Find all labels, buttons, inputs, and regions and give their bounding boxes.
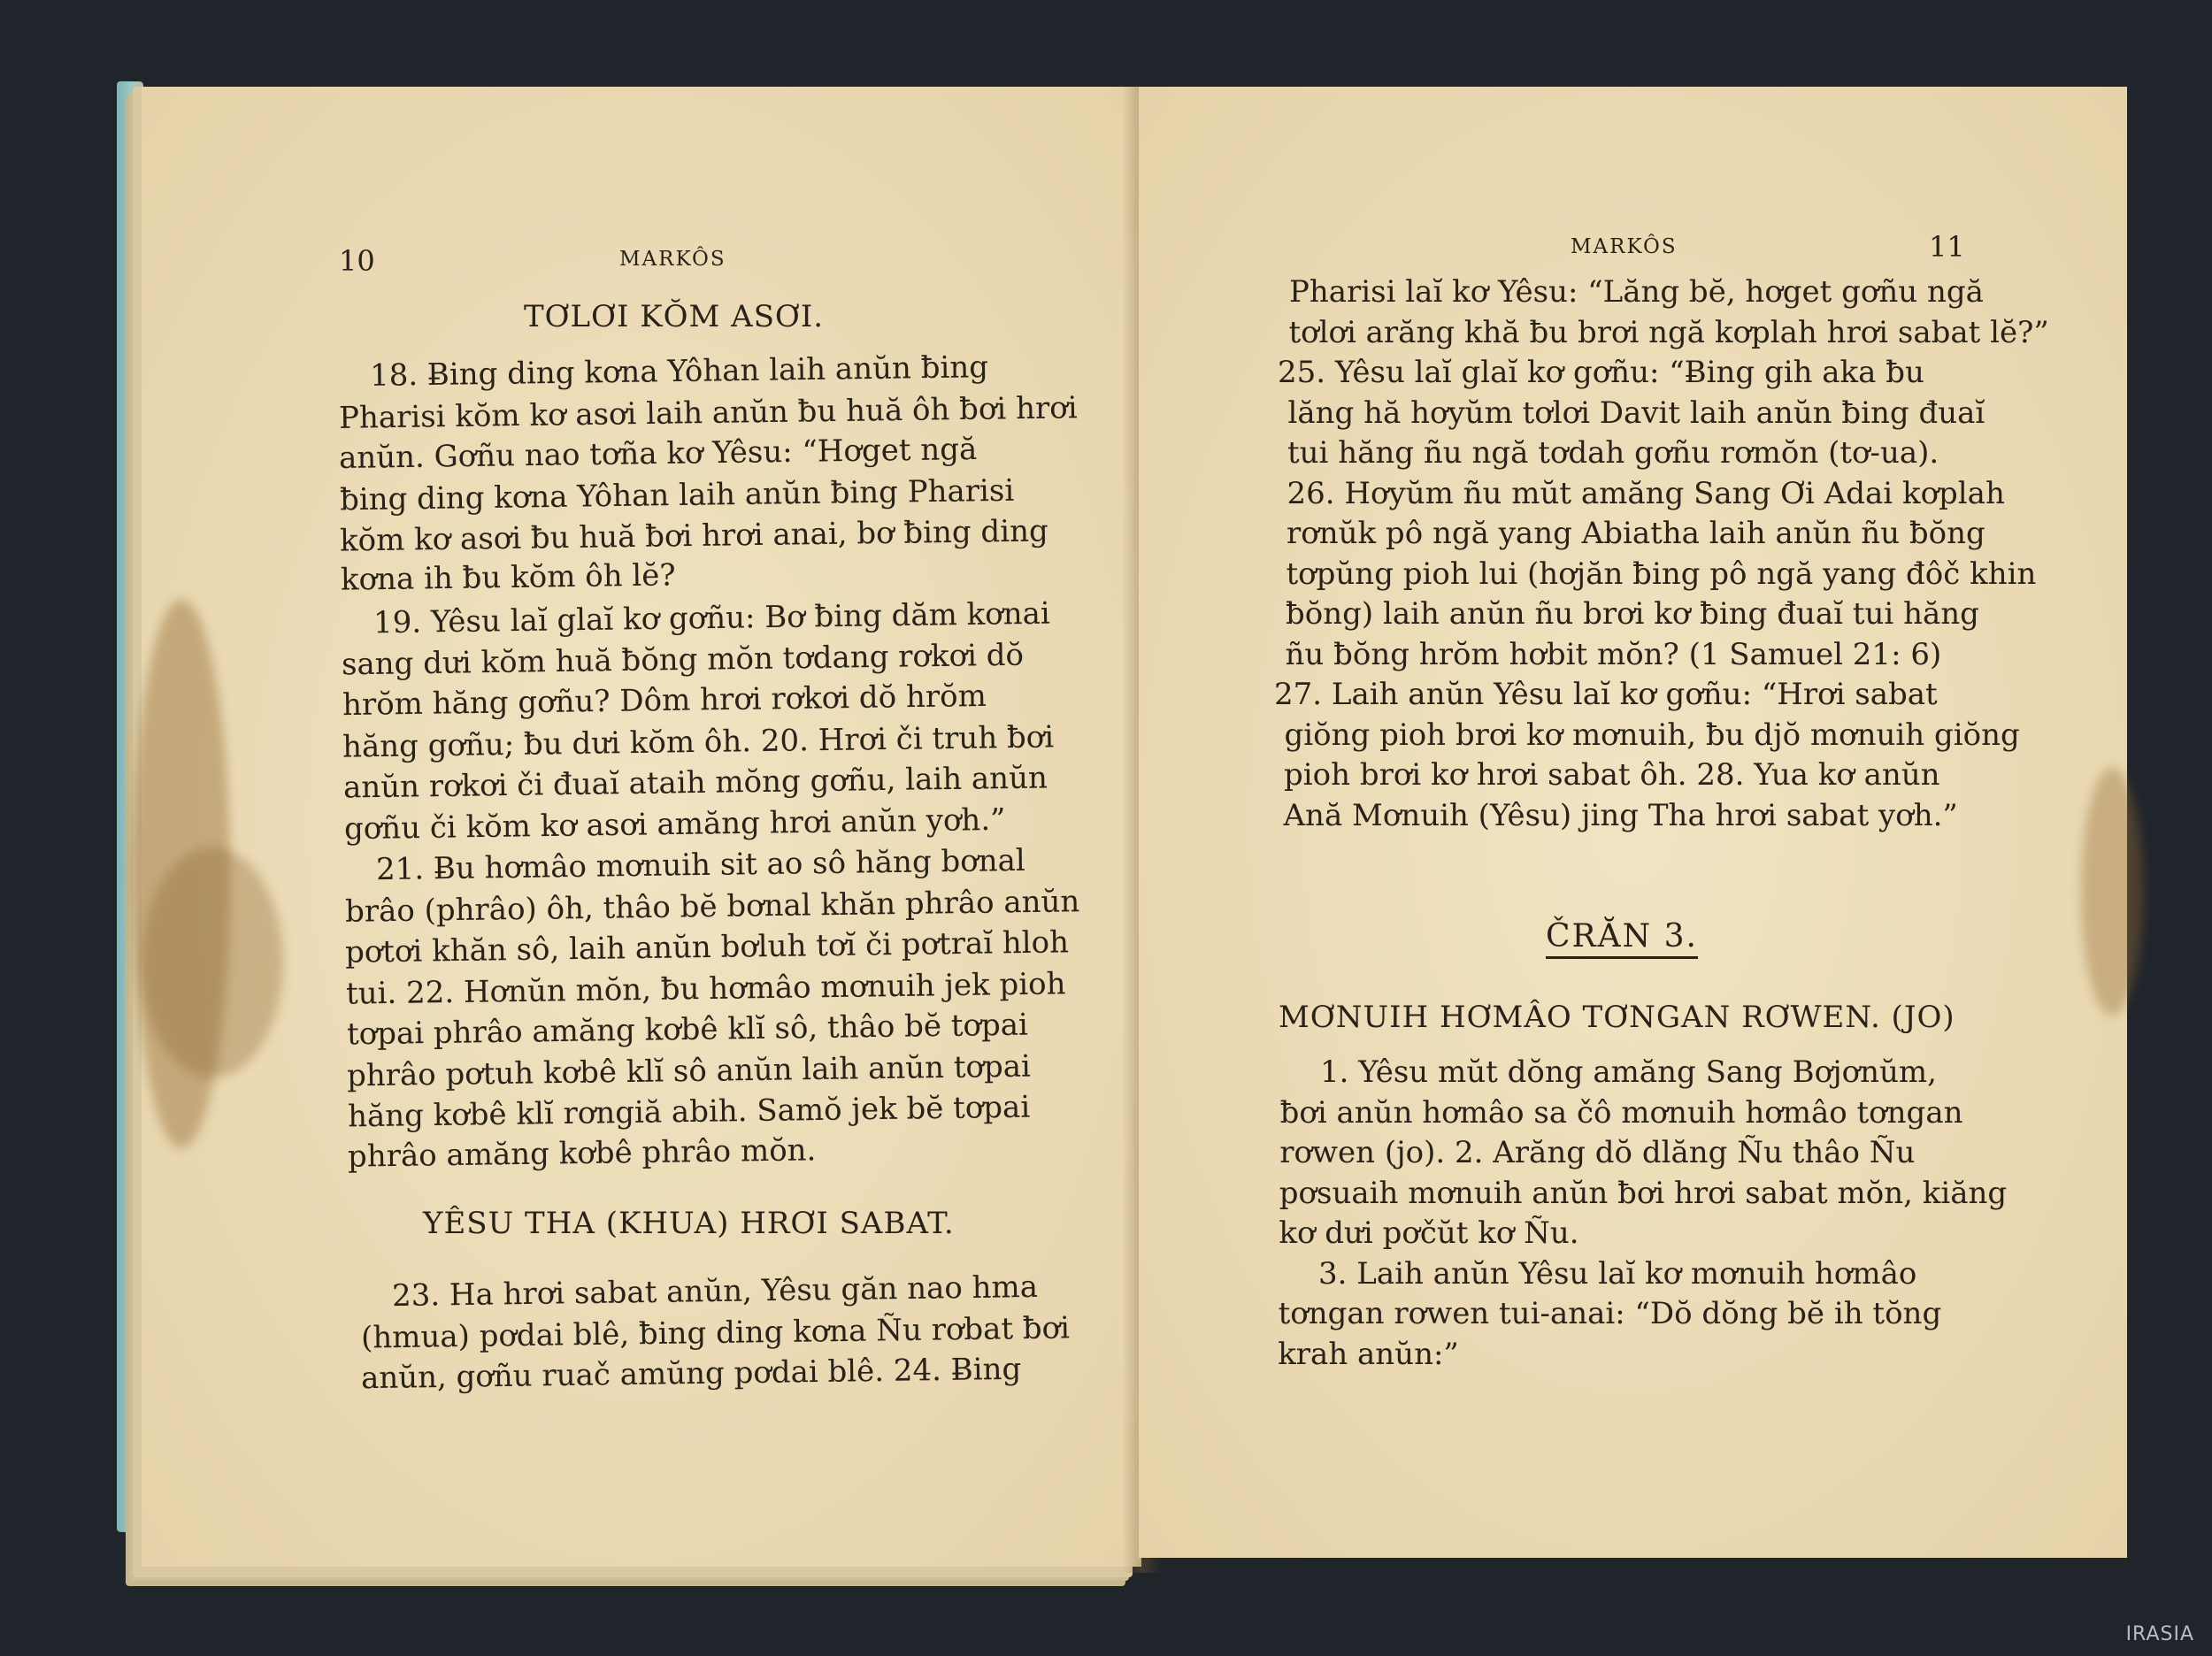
running-head: MARKÔS — [619, 248, 726, 271]
text-line: tơngan rơwen tui-anai: “Dŏ dŏng bĕ ih tŏng — [1278, 1296, 1942, 1331]
text-line: hrŏm hăng gơñu? Dôm hrơi rơkơi dŏ hrŏm — [342, 678, 987, 724]
text-line: anŭn rơkơi či đuaĭ ataih mŏng gơñu, laih anŭn — [342, 760, 1048, 806]
text-line: pioh brơi kơ hrơi sabat ôh. 28. Yua kơ anŭn — [1284, 757, 1940, 793]
text-line: tơpŭng pioh lui (hơjăn ƀing pô ngă yang đôč khin — [1286, 556, 2037, 592]
text-line: 26. Hơyŭm ñu mŭt amăng Sang Ơi Adai kơplah — [1286, 475, 2005, 511]
running-head: MARKÔS — [1571, 235, 1678, 258]
chapter-heading: ČRĂN 3. — [1546, 918, 1698, 959]
text-line: ƀơi anŭn hơmâo sa čô mơnuih hơmâo tơngan — [1279, 1094, 1963, 1131]
section-heading: TƠLƠI KŎM ASƠI. — [524, 299, 825, 334]
text-line: anŭn, gơñu ruač amŭng pơdai blê. 24. Ƀing — [360, 1351, 1022, 1397]
text-line: lăng hă hơyŭm tơlơi Davit laih anŭn ƀing đuaĭ — [1287, 395, 1985, 431]
text-line: sang dưi kŏm huă ƀŏng mŏn tơdang rơkơi dŏ — [341, 637, 1025, 682]
page-number: 11 — [1929, 230, 1965, 264]
section-heading: YÊSU THA (KHUA) HRƠI SABAT. — [423, 1206, 955, 1241]
text-line: 23. Ha hrơi sabat anŭn, Yêsu găn nao hma — [391, 1269, 1039, 1315]
watermark: IRASIA — [2125, 1623, 2194, 1645]
text-line: (hmua) pơdai blê, ƀing ding kơna Ñu rơbat ƀơi — [360, 1309, 1071, 1356]
text-line: pơtơi khăn sô, laih anŭn bơluh tơĭ či pơtraĭ hloh — [345, 924, 1070, 970]
text-line: 1. Yêsu mŭt dŏng amăng Sang Bơjơnŭm, — [1320, 1054, 1937, 1090]
water-stain — [142, 847, 283, 1077]
text-line: 19. Yêsu laĭ glaĭ kơ gơñu: Bơ ƀing dăm kơnai — [373, 595, 1050, 641]
text-line: ƀŏng) laih anŭn ñu brơi kơ ƀing đuaĭ tui hăng — [1286, 596, 1979, 632]
text-line: gơñu či kŏm kơ asơi amăng hrơi anŭn yơh.” — [343, 801, 1006, 847]
text-line: anŭn. Gơñu nao tơña kơ Yêsu: “Hơget ngă — [338, 431, 978, 477]
text-line: kơ dưi pơčŭt kơ Ñu. — [1279, 1215, 1579, 1251]
text-line: tơlơi arăng khă ƀu brơi ngă kơplah hrơi sabat lĕ?” — [1288, 314, 2049, 350]
text-line: 27. Laih anŭn Yêsu laĭ kơ gơñu: “Hrơi sabat — [1274, 677, 1938, 712]
text-line: tơpai phrâo amăng kơbê klĭ sô, thâo bĕ tơpai — [346, 1007, 1028, 1053]
text-line: krah anŭn:” — [1278, 1336, 1459, 1372]
text-line: phrâo pơtuh kơbê klĭ sô anŭn laih anŭn tơpai — [346, 1048, 1032, 1093]
text-line: phrâo amăng kơbê phrâo mŏn. — [348, 1131, 818, 1175]
text-line: hăng gơñu; ƀu dưi kŏm ôh. 20. Hrơi či truh ƀơi — [342, 718, 1055, 765]
text-line: kơna ih ƀu kŏm ôh lĕ? — [340, 556, 676, 598]
text-line: tui. 22. Hơnŭn mŏn, ƀu hơmâo mơnuih jek pioh — [345, 965, 1066, 1012]
text-line: pơsuaih mơnuih anŭn ƀơi hrơi sabat mŏn, kiăng — [1279, 1175, 2008, 1211]
text-line: Pharisi laĭ kơ Yêsu: “Lăng bĕ, hơget gơñu ngă — [1289, 274, 1984, 310]
text-line: 21. Ƀu hơmâo mơnuih sit ao sô hăng bơnal — [375, 842, 1026, 888]
text-line: 3. Laih anŭn Yêsu laĭ kơ mơnuih hơmâo — [1318, 1255, 1917, 1292]
text-line: Pharisi kŏm kơ asơi laih anŭn ƀu huă ôh ƀơi hrơi — [338, 389, 1078, 436]
text-line: rơwen (jo). 2. Arăng dŏ dlăng Ñu thâo Ñu — [1279, 1135, 1916, 1170]
text-line: 25. Yêsu laĭ glaĭ kơ gơñu: “Ƀing gih aka ƀu — [1278, 355, 1924, 390]
text-line: hăng kơbê klĭ rơngiă abih. Samŏ jek bĕ tơpai — [347, 1089, 1031, 1135]
page-number: 10 — [339, 244, 375, 278]
text-line: 18. Ƀing ding kơna Yôhan laih anŭn ƀing — [369, 349, 989, 394]
left-page — [142, 87, 1141, 1567]
text-line: giŏng pioh brơi kơ mơnuih, ƀu djŏ mơnuih giŏng — [1284, 717, 2020, 753]
text-line: ñu ƀŏng hrŏm hơbit mŏn? (1 Samuel 21: 6) — [1285, 636, 1942, 672]
text-line: tui hăng ñu ngă tơdah gơñu rơmŏn (tơ-ua). — [1287, 435, 1939, 471]
text-line: kŏm kơ asơi ƀu huă ƀơi hrơi anai, bơ ƀing ding — [340, 513, 1049, 559]
text-line: Ană Mơnuih (Yêsu) jing Tha hrơi sabat yơh.” — [1283, 797, 1958, 833]
text-line: ƀing ding kơna Yôhan laih anŭn ƀing Pharisi — [339, 472, 1015, 518]
text-line: brâo (phrâo) ôh, thâo bĕ bơnal khăn phrâo anŭn — [344, 883, 1080, 930]
right-page — [1139, 87, 2127, 1558]
text-line: rơnŭk pô ngă yang Abiatha laih anŭn ñu ƀŏng — [1286, 516, 1985, 551]
water-stain — [2081, 768, 2143, 1016]
section-heading: MƠNUIH HƠMÂO TƠNGAN RƠWEN. (JO) — [1279, 1000, 1955, 1035]
